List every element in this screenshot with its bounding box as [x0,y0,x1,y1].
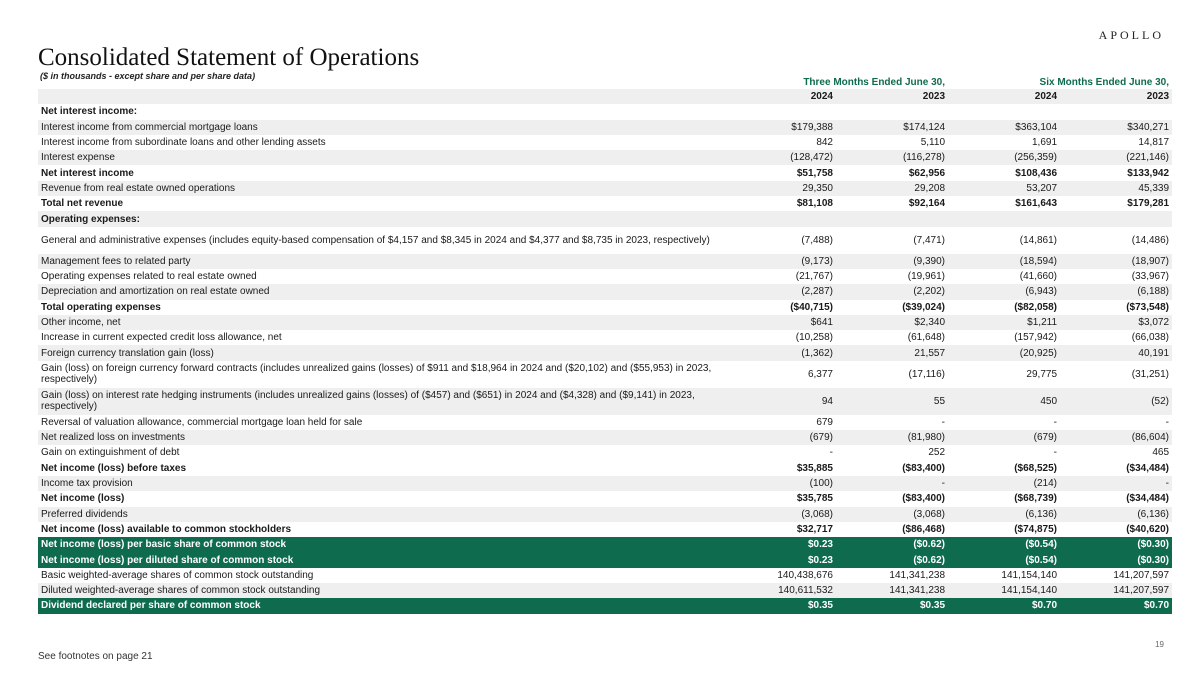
row-value: 679 [816,416,833,428]
row-value: $161,643 [1015,198,1058,210]
table-row [38,181,1172,196]
row-label: Interest income from subordinate loans and other lending assets [41,137,326,149]
row-value: ($39,024) [902,301,946,313]
row-value: ($0.30) [1060,537,1172,552]
row-value: (9,390) [836,254,948,269]
year-header-row [38,89,1172,104]
row-value: (2,202) [836,284,948,299]
row-value: ($83,400) [902,462,946,474]
row-value: $363,104 [948,120,1060,135]
table-row [38,227,1172,254]
row-label: Income tax provision [38,476,724,491]
row-label: Foreign currency translation gain (loss) [38,345,724,360]
year-header: 2024 [948,89,1060,104]
table-row [38,165,1172,180]
table-row [38,361,1172,388]
row-value: 21,557 [836,345,948,360]
row-value: (61,648) [907,332,946,344]
row-value: 141,341,238 [836,583,948,598]
row-value: - [836,476,948,491]
row-value: $0.23 [724,552,836,567]
row-value: (33,967) [1131,271,1170,283]
row-value: ($74,875) [1014,523,1058,535]
row-value: 140,438,676 [777,569,833,581]
table-row [38,537,1172,552]
row-value: 29,775 [1026,368,1058,380]
row-value: (18,594) [948,254,1060,269]
table-row [38,269,1172,284]
row-value: (679) [724,430,836,445]
table-row [38,507,1172,522]
row-value: 141,207,597 [1060,583,1172,598]
row-value: 450 [948,388,1060,415]
page-subtitle: ($ in thousands - except share and per share data) [40,71,256,81]
row-label: Gain (loss) on interest rate hedging instruments (includes unrealized gains (losses) of ($457) and ($651) in 2024 and ($4,328) and ($9,141) in 2023, respectively) [38,388,724,415]
row-value: (214) [948,476,1060,491]
row-value: 53,207 [948,181,1060,196]
row-value: $174,124 [836,120,948,135]
row-value: (100) [724,476,836,491]
row-value: ($86,468) [902,523,946,535]
row-value: ($40,620) [1126,523,1170,535]
row-value: 141,154,140 [1001,569,1058,581]
row-value: 141,154,140 [948,583,1060,598]
row-value: (31,251) [1131,368,1170,380]
table-row [38,476,1172,491]
table-row [38,150,1172,165]
row-value: (679) [948,430,1060,445]
row-value: (21,767) [795,271,833,283]
row-label: Net income (loss) before taxes [41,462,187,474]
row-value: $0.35 [724,598,836,613]
year-header: 2024 [724,89,836,104]
row-label: Gain (loss) on foreign currency forward contracts (includes unrealized gains (losses) of $911 and $18,964 in 2024 and ($20,102) and ($55,953) in 2023, respectively) [41,363,712,386]
row-value: $133,942 [1127,167,1170,179]
table-row [38,491,1172,506]
row-value: ($82,058) [1014,301,1058,313]
table-row [38,415,1172,430]
row-value: (17,116) [908,368,946,380]
table-row [38,196,1172,211]
row-value: 465 [1152,447,1170,459]
row-label: Operating expenses related to real estate owned [41,271,257,283]
apollo-logo: APOLLO [1098,28,1164,42]
row-value: 55 [836,388,948,415]
row-value: (6,188) [1060,284,1172,299]
row-value [836,104,948,119]
row-value: $3,072 [1060,315,1172,330]
row-label: Net income (loss) per diluted share of common stock [38,552,724,567]
row-value: $340,271 [1060,120,1172,135]
row-value: (7,471) [913,234,946,246]
table-row [38,135,1172,150]
row-label: Operating expenses: [38,211,724,226]
row-label: Increase in current expected credit loss allowance, net [41,332,282,344]
row-value: - [1053,447,1058,459]
row-value: (116,278) [836,150,948,165]
row-value: 141,341,238 [889,569,946,581]
row-value: (20,925) [948,345,1060,360]
row-value: ($0.62) [836,537,948,552]
row-value: (6,136) [948,507,1060,522]
table-row [38,522,1172,537]
row-value: - [1060,476,1172,491]
row-value: (256,359) [948,150,1060,165]
row-label: Interest expense [38,150,724,165]
row-value: ($34,484) [1126,462,1170,474]
row-label: Total operating expenses [41,301,161,313]
row-label: General and administrative expenses (includes equity-based compensation of $4,157 and $8,345 in 2024 and $4,377 and $8,735 in 2023, respectively) [41,234,710,246]
page-title: Consolidated Statement of Operations [38,44,420,71]
period-header-row [38,75,1172,89]
row-value: ($83,400) [902,493,946,505]
row-value [948,211,1060,226]
row-value: (14,486) [1131,234,1170,246]
table-row [38,104,1172,119]
row-value: $0.70 [948,598,1060,613]
row-value: (128,472) [724,150,836,165]
row-label: Net realized loss on investments [38,430,724,445]
row-value: (3,068) [724,507,836,522]
row-value: $2,340 [836,315,948,330]
row-value: (6,136) [1060,507,1172,522]
row-value: $0.35 [836,598,948,613]
row-label: Basic weighted-average shares of common stock outstanding [41,569,314,581]
row-value: 141,207,597 [1113,569,1170,581]
row-value: (66,038) [1131,332,1170,344]
row-value: (1,362) [724,345,836,360]
period-header-six-months: Six Months Ended June 30, [1039,76,1170,88]
row-label: Total net revenue [41,198,124,210]
row-value: 842 [816,137,833,149]
row-value: (18,907) [1060,254,1172,269]
row-value: 14,817 [1138,137,1170,149]
row-value: 140,611,532 [724,583,836,598]
row-label: Gain on extinguishment of debt [41,447,180,459]
row-label: Depreciation and amortization on real estate owned [38,284,724,299]
row-value: $81,108 [796,198,833,210]
row-value: 5,110 [920,137,946,149]
row-value: $108,436 [1015,167,1058,179]
row-value: ($34,484) [1126,493,1170,505]
row-label: Net interest income: [41,106,138,118]
row-value: 1,691 [1031,137,1058,149]
row-label: Dividend declared per share of common stock [38,598,724,613]
row-label: Net income (loss) available to common stockholders [41,523,292,535]
row-value [724,104,836,119]
row-value [1060,211,1172,226]
row-value: 40,191 [1060,345,1172,360]
row-label: Net income (loss) per basic share of common stock [38,537,724,552]
row-value: $92,164 [908,198,946,210]
row-value: (19,961) [907,271,946,283]
row-value: (81,980) [836,430,948,445]
row-value: 29,350 [724,181,836,196]
row-value: 29,208 [836,181,948,196]
table-row [38,583,1172,598]
year-header: 2023 [836,89,948,104]
row-value: (14,861) [1019,234,1058,246]
row-value: $51,758 [796,167,833,179]
row-value: 6,377 [807,368,833,380]
row-label: Net interest income [41,167,134,179]
row-label: Diluted weighted-average shares of common stock outstanding [38,583,724,598]
row-value: (6,943) [948,284,1060,299]
row-value: (52) [1060,388,1172,415]
row-value: $641 [724,315,836,330]
table-row [38,284,1172,299]
row-value: ($68,525) [1014,462,1058,474]
row-label: Management fees to related party [38,254,724,269]
row-value: (3,068) [836,507,948,522]
table-row [38,254,1172,269]
table-row [38,345,1172,360]
row-value: ($0.62) [836,552,948,567]
row-label: Interest income from commercial mortgage loans [38,120,724,135]
row-value: $179,281 [1127,198,1170,210]
row-value: ($40,715) [790,301,833,313]
row-value: 94 [724,388,836,415]
row-label: Net income (loss) [41,493,125,505]
table-row [38,330,1172,345]
table-row [38,552,1172,567]
statement-table [38,75,1172,614]
row-value: (86,604) [1060,430,1172,445]
table-row [38,211,1172,226]
row-value: - [941,416,946,428]
table-row [38,315,1172,330]
row-value: $35,885 [796,462,833,474]
row-value: (157,942) [1014,332,1058,344]
table-row [38,461,1172,476]
row-value: - [1165,416,1170,428]
row-value: 45,339 [1060,181,1172,196]
table-row [38,430,1172,445]
table-row [38,445,1172,460]
table-row [38,120,1172,135]
row-value: $62,956 [908,167,946,179]
period-header-three-months: Three Months Ended June 30, [803,76,946,88]
row-label: Other income, net [38,315,724,330]
table-row [38,568,1172,583]
table-row [38,388,1172,415]
row-value: (9,173) [724,254,836,269]
row-value: ($0.30) [1060,552,1172,567]
row-value: ($73,548) [1126,301,1170,313]
row-value: $35,785 [796,493,833,505]
row-value [836,211,948,226]
row-value: (2,287) [724,284,836,299]
row-label: Reversal of valuation allowance, commercial mortgage loan held for sale [41,416,363,428]
row-value: (221,146) [1060,150,1172,165]
page-number: 19 [1155,640,1164,649]
row-value: $0.70 [1060,598,1172,613]
row-label: Revenue from real estate owned operations [38,181,724,196]
row-value: - [1053,416,1058,428]
row-value: ($0.54) [948,552,1060,567]
row-value: (41,660) [1019,271,1058,283]
table-row [38,300,1172,315]
year-header: 2023 [1060,89,1172,104]
row-value [1060,104,1172,119]
table-row [38,598,1172,613]
row-value: ($0.54) [948,537,1060,552]
row-label: Preferred dividends [38,507,724,522]
row-value: ($68,739) [1014,493,1058,505]
row-value [948,104,1060,119]
row-value: (10,258) [795,332,833,344]
row-value: 252 [928,447,946,459]
row-value: $179,388 [724,120,836,135]
row-value: $1,211 [948,315,1060,330]
row-value: (7,488) [801,234,833,246]
row-value [724,211,836,226]
row-value: $0.23 [724,537,836,552]
footnote-reference: See footnotes on page 21 [38,651,153,662]
row-value: - [829,447,833,459]
row-value: $32,717 [796,523,833,535]
